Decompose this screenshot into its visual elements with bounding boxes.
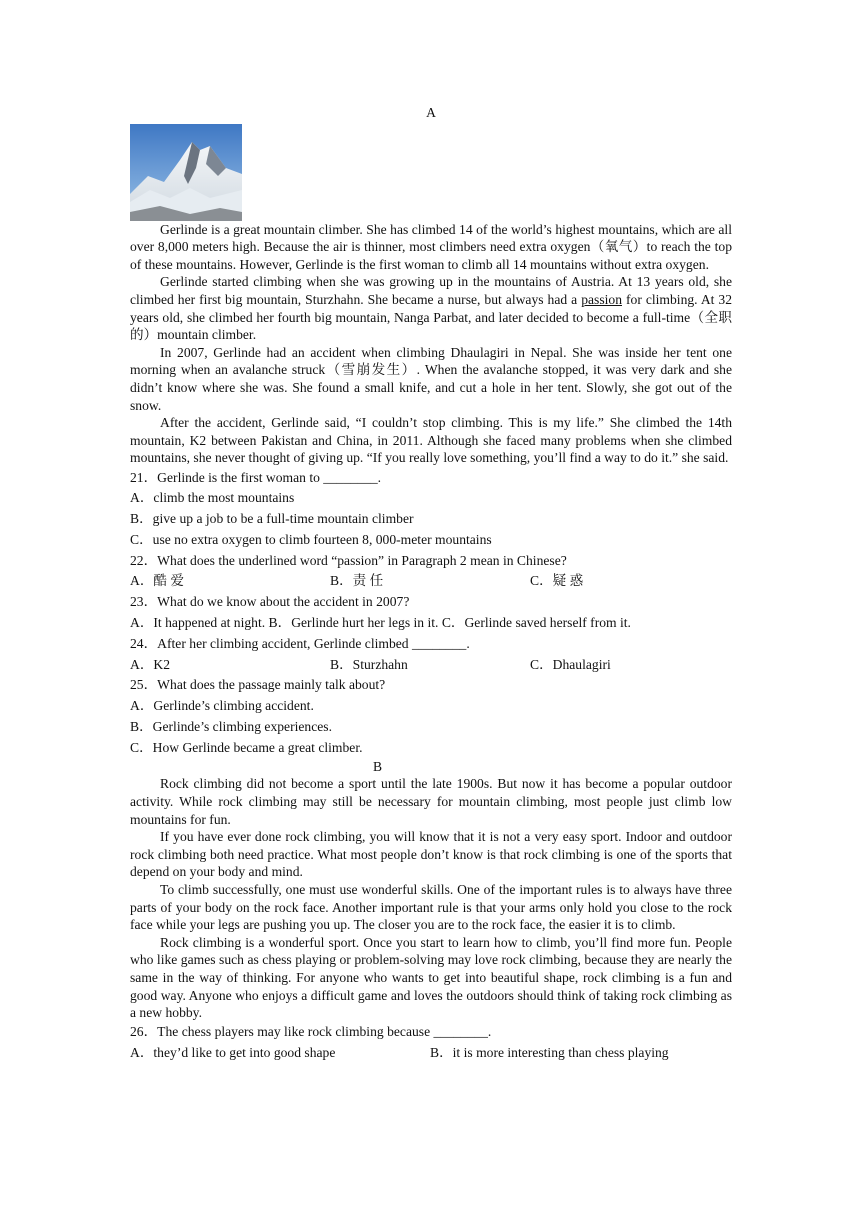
underlined-word: passion: [581, 291, 622, 307]
option-25-a: A．Gerlinde’s climbing accident.: [130, 698, 314, 714]
section-a-paragraph-4: After the accident, Gerlinde said, “I couldn’t stop climbing. This is my life.” She climbed the 14th mountain, K2 between Pakistan and China, in 2011. Although she faced many problems when she climbed mountains, she never thought of giving up. “If you really love something, you’ll find a way to do it.” she said.: [130, 415, 732, 466]
option-22-c: C．疑 惑: [530, 573, 584, 589]
question-24: 24．After her climbing accident, Gerlinde climbed ________.: [130, 635, 470, 651]
section-b-paragraph-4: Rock climbing is a wonderful sport. Once you start to learn how to climb, you’ll find more fun. People who like games such as chess playing or problem-solving may love rock climbing, because they are nearly the same in the way of thinking. For anyone who wants to get into beautiful shape, rock climbing is a fun and good way. Anyone who enjoys a difficult game and loves the outdoors should think of taking rock climbing as a new hobby.: [130, 934, 732, 1021]
section-a-heading: A: [426, 105, 436, 120]
options-24: [130, 654, 732, 675]
option-22-b: B．责 任: [330, 573, 384, 589]
option-24-a: A．K2: [130, 656, 171, 672]
section-b-paragraph-3: To climb successfully, one must use wonderful skills. One of the important rules is to always have three parts of your body on the rock face. Another important rule is that your arms only hold you close to the rock face while your legs are pushing you up. The closer you are to the rock face, the easier it is to climb.: [130, 882, 732, 933]
option-26-a: A．they’d like to get into good shape: [130, 1045, 336, 1061]
option-24-b: B．Sturzhahn: [330, 656, 408, 672]
option-21-b: B．give up a job to be a full-time mountain climber: [130, 511, 414, 527]
question-26: 26．The chess players may like rock climbing because ________.: [130, 1024, 492, 1040]
option-26-b: B．it is more interesting than chess playing: [430, 1045, 669, 1061]
section-a-paragraph-3: In 2007, Gerlinde had an accident when climbing Dhaulagiri in Nepal. She was inside her tent one morning when an avalanche struck（雪崩发生）. When the avalanche stopped, it was very dark and she didn’t know where she was. She found a small knife, and cut a hole in her tent. Slowly, she got out of the snow.: [130, 344, 732, 413]
options-23: A．It happened at night. B．Gerlinde hurt her legs in it. C．Gerlinde saved herself from it.: [130, 614, 631, 630]
question-23: 23．What do we know about the accident in 2007?: [130, 594, 410, 610]
section-b-paragraph-2: If you have ever done rock climbing, you will know that it is not a very easy sport. Indoor and outdoor rock climbing both need practice. What most people don’t know is that rock climbing is one of the sports that depend on your body and mind.: [130, 829, 732, 880]
option-25-c: C．How Gerlinde became a great climber.: [130, 739, 363, 755]
option-21-c: C．use no extra oxygen to climb fourteen 8, 000-meter mountains: [130, 531, 492, 547]
option-22-a: A．酷 爱: [130, 573, 184, 589]
section-b-heading: B: [373, 758, 383, 774]
section-a-paragraph-1: Gerlinde is a great mountain climber. She has climbed 14 of the world’s highest mountains, which are all over 8,000 meters high. Because the air is thinner, most climbers need extra oxygen（氧气）to reach the top of these mountains. However, Gerlinde is the first woman to climb all 14 mountains without extra oxygen.: [130, 221, 732, 272]
section-a-paragraph-2: Gerlinde started climbing when she was growing up in the mountains of Austria. At 13 years old, she climbed her first big mountain, Sturzhahn. She became a nurse, but always had a passion for climbing. At 32 years old, she climbed her fourth big mountain, Nanga Parbat, and later decided to become a full-time（全职的）mountain climber.: [130, 274, 733, 343]
question-22: 22．What does the underlined word “passion” in Paragraph 2 mean in Chinese?: [130, 552, 567, 568]
section-b-paragraph-1: Rock climbing did not become a sport until the late 1900s. But now it has become a popular outdoor activity. While rock climbing may still be necessary for mountain climbing, most people just climb low mountains for fun.: [130, 776, 732, 827]
options-26: [130, 1043, 732, 1064]
option-25-b: B．Gerlinde’s climbing experiences.: [130, 718, 332, 734]
mountain-photo: [130, 124, 242, 221]
document-page: [130, 0, 732, 1063]
options-22: [130, 571, 732, 592]
question-21: 21．Gerlinde is the first woman to ________.: [130, 469, 382, 485]
question-25: 25．What does the passage mainly talk about?: [130, 677, 386, 693]
option-21-a: A．climb the most mountains: [130, 490, 295, 506]
option-24-c: C．Dhaulagiri: [530, 656, 611, 672]
